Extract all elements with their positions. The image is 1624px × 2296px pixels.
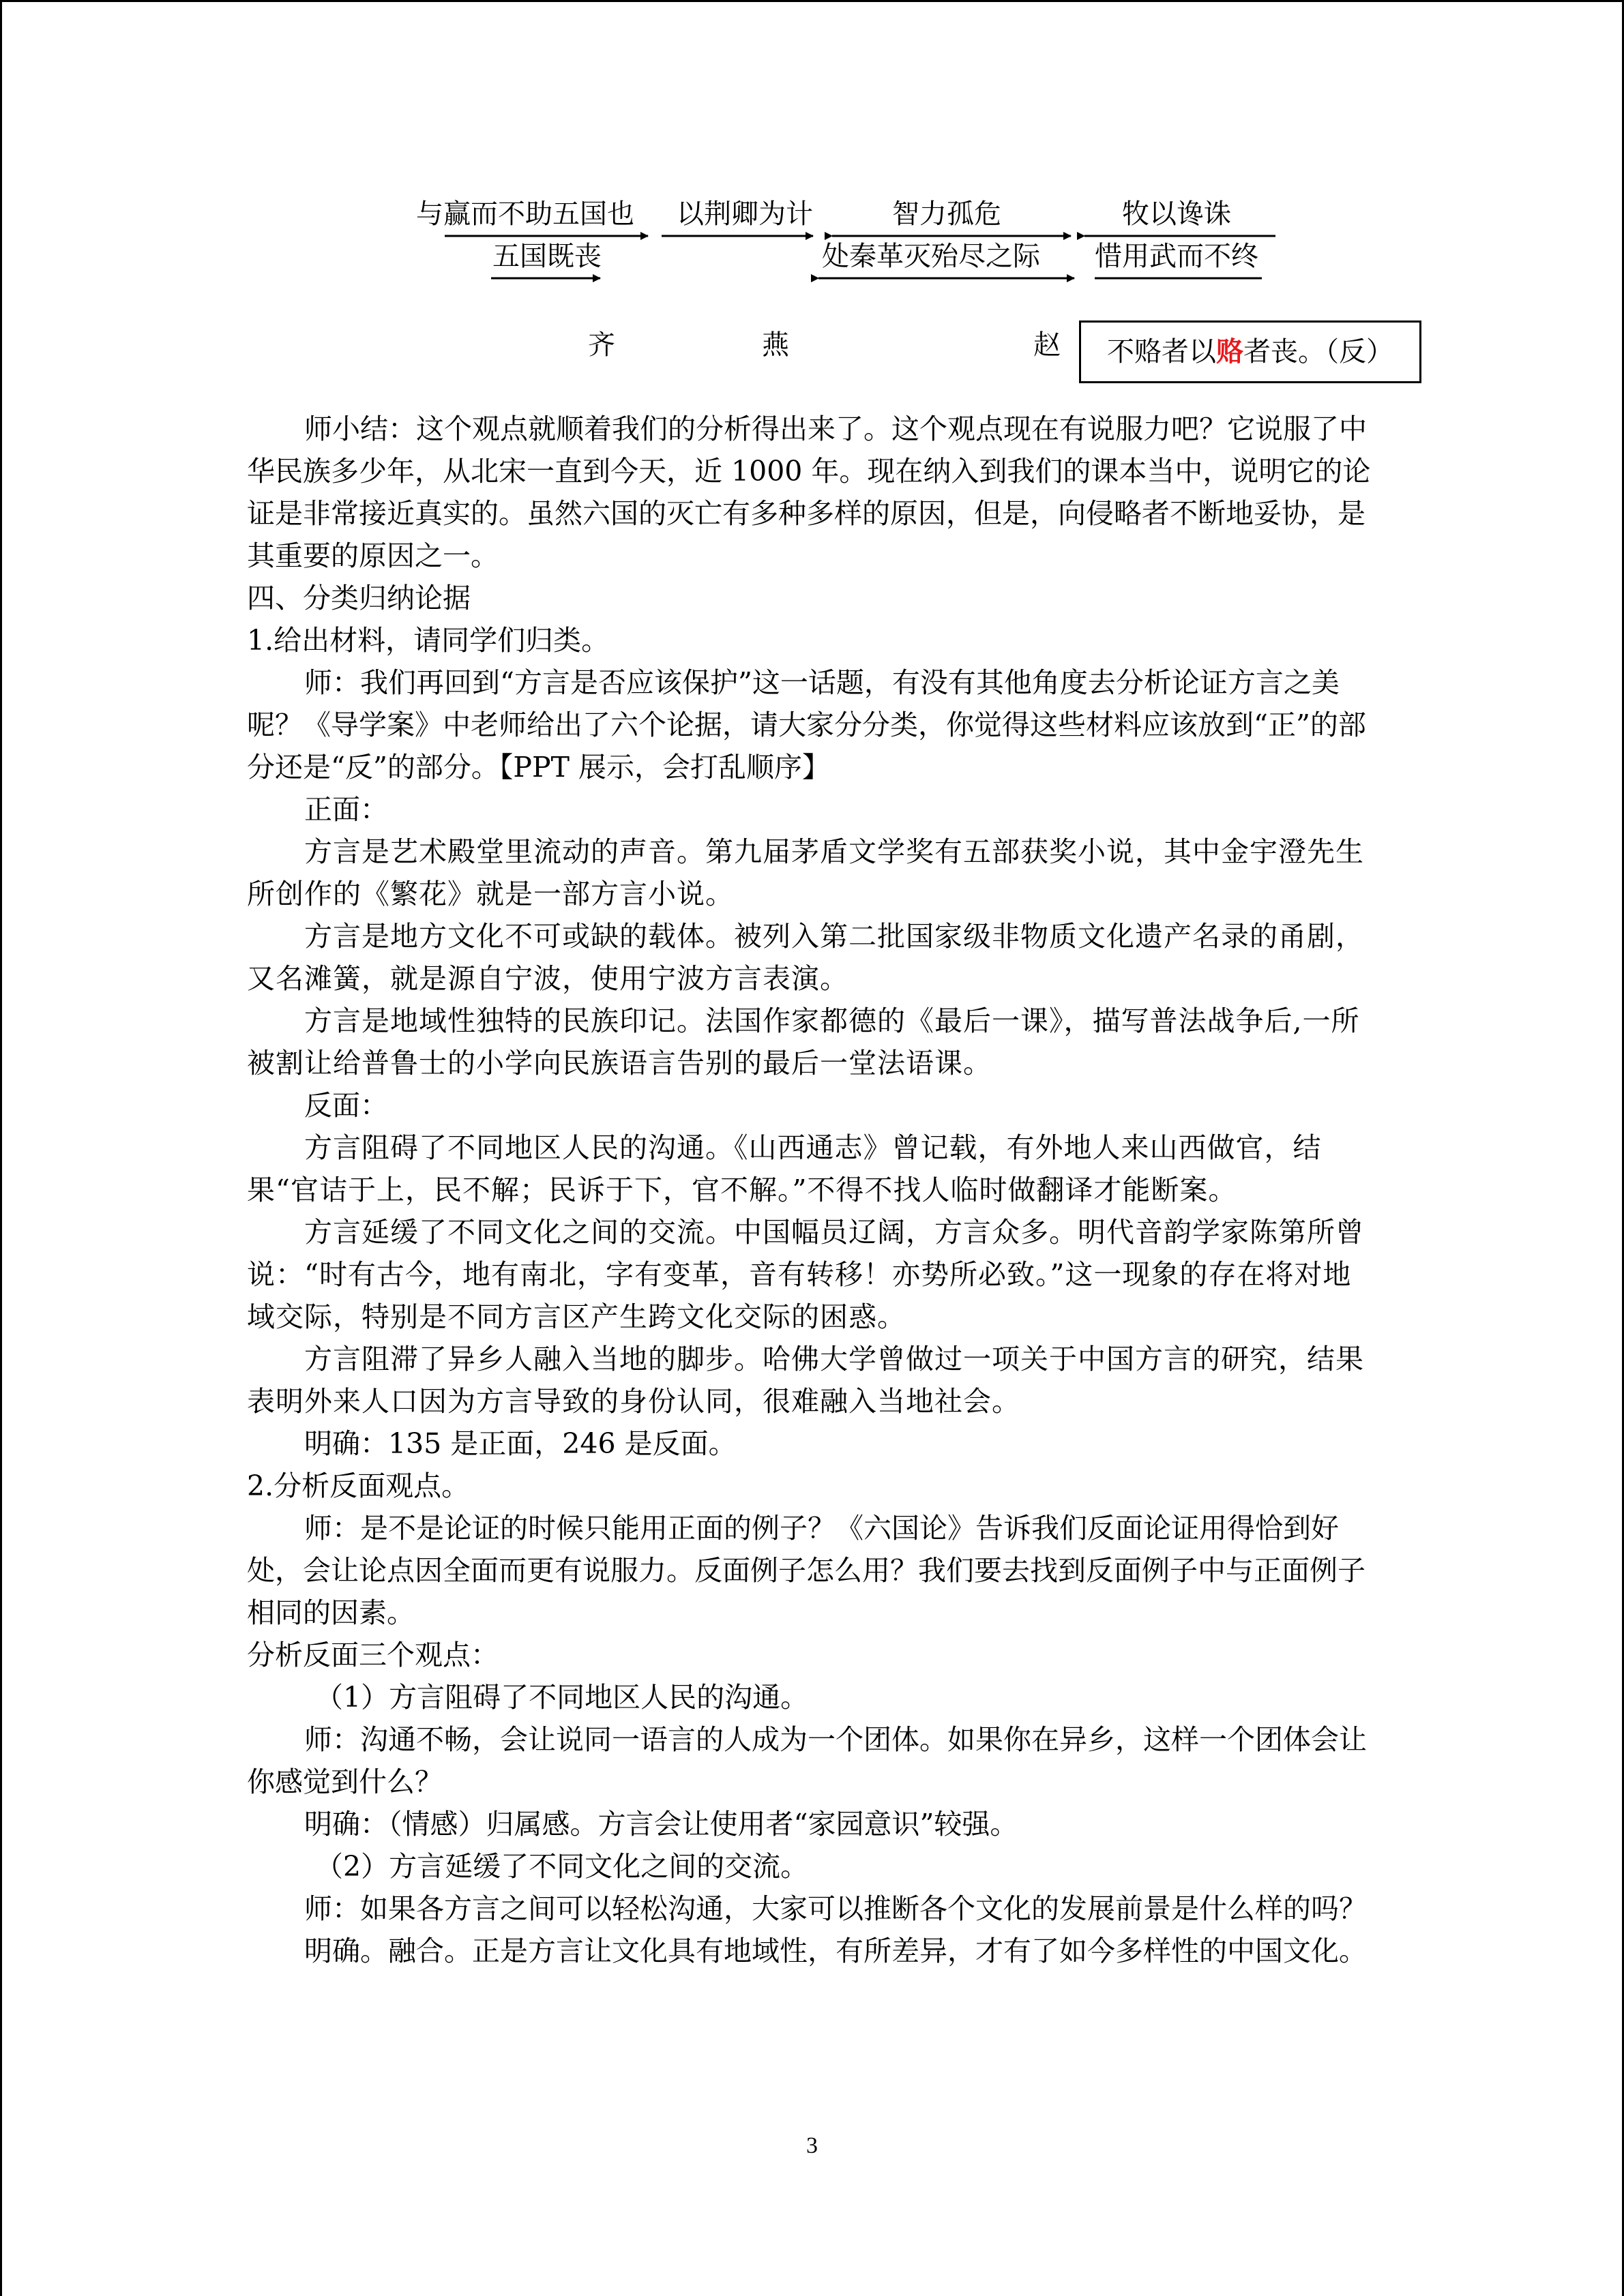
negative-item-2: 方言延缓了不同文化之间的交流。中国幅员辽阔，方言众多。明代音韵学家陈第所曾说：“时有古今，地有南北，字有变革，音有转移！亦势所必致。”这一现象的存在将对地域交际，特别是不同方言区产生跨文化交际的困惑。 bbox=[247, 1216, 1364, 1333]
state-yan: 燕 bbox=[762, 329, 789, 361]
page-border-top bbox=[0, 0, 1624, 2]
page-border-left bbox=[0, 0, 2, 2296]
teacher-question-1: 师：沟通不畅，会让说同一语言的人成为一个团体。如果你在异乡，这样一个团体会让你感觉到什么？ bbox=[247, 1723, 1367, 1798]
sub-point-1: （1）方言阻碍了不同地区人民的沟通。 bbox=[315, 1681, 809, 1714]
positive-item-1: 方言是艺术殿堂里流动的声音。第九届茅盾文学奖有五部获奖小说，其中金宇澄先生所创作的《繁花》就是一部方言小说。 bbox=[247, 835, 1364, 910]
conclusion-highlight: 赂 bbox=[1216, 336, 1243, 368]
subheading-2: 2.分析反面观点。 bbox=[247, 1470, 470, 1502]
label-bot-left: 五国既丧 bbox=[492, 241, 602, 272]
positive-title: 正面： bbox=[304, 793, 388, 826]
answer-1: 明确：（情感）归属感。方言会让使用者“家园意识”较强。 bbox=[304, 1808, 1018, 1840]
label-bot-mid: 处秦革灭殆尽之际 bbox=[822, 241, 1040, 272]
negative-title: 反面： bbox=[304, 1089, 388, 1122]
sub-point-2: （2）方言延缓了不同文化之间的交流。 bbox=[315, 1850, 809, 1883]
label-top-mid: 智力孤危 bbox=[892, 198, 1001, 230]
negative-item-1: 方言阻碍了不同地区人民的沟通。《山西通志》曾记载，有外地人来山西做官，结果“官诘于上，民不解；民诉于下，官不解。”不得不找人临时做翻译才能断案。 bbox=[247, 1131, 1322, 1206]
conclusion-text-2: 者丧。（反） bbox=[1243, 336, 1393, 368]
conclusion-box bbox=[1079, 320, 1421, 383]
positive-item-3: 方言是地域性独特的民族印记。法国作家都德的《最后一课》，描写普法战争后,一所被割让给普鲁士的小学向民族语言告别的最后一堂法语课。 bbox=[247, 1004, 1360, 1079]
clarification-1: 明确：135 是正面，246 是反面。 bbox=[304, 1427, 737, 1460]
conclusion-text-1: 不赂者以 bbox=[1107, 336, 1216, 368]
state-qi: 齐 bbox=[588, 329, 615, 361]
positive-item-2: 方言是地方文化不可或缺的载体。被列入第二批国家级非物质文化遗产名录的甬剧，又名滩簧，就是源自宁波，使用宁波方言表演。 bbox=[247, 920, 1364, 995]
analyze-heading: 分析反面三个观点： bbox=[247, 1639, 499, 1671]
label-bot-right: 惜用武而不终 bbox=[1095, 241, 1258, 272]
section-heading-4: 四、分类归纳论据 bbox=[247, 582, 471, 614]
label-top-left-1: 与赢而不助五国也 bbox=[416, 198, 634, 230]
teacher-question-materials: 师：我们再回到“方言是否应该保护”这一话题，有没有其他角度去分析论证方言之美呢？《导学案》中老师给出了六个论据，请大家分分类，你觉得这些材料应该放到“正”的部分还是“反”的部分。【PPT 展示，会打乱顺序】 bbox=[247, 666, 1366, 784]
teacher-question-2: 师：如果各方言之间可以轻松沟通，大家可以推断各个文化的发展前景是什么样的吗？ bbox=[304, 1892, 1367, 1925]
negative-item-3: 方言阻滞了异乡人融入当地的脚步。哈佛大学曾做过一项关于中国方言的研究，结果表明外来人口因为方言导致的身份认同，很难融入当地社会。 bbox=[247, 1343, 1364, 1418]
teacher-reverse-argument: 师：是不是论证的时候只能用正面的例子？《六国论》告诉我们反面论证用得恰到好处，会让论点因全面而更有说服力。反面例子怎么用？我们要去找到反面例子中与正面例子相同的因素。 bbox=[247, 1512, 1365, 1629]
label-top-right: 牧以谗诛 bbox=[1122, 198, 1231, 230]
state-zhao: 赵 bbox=[1033, 329, 1061, 361]
page-number: 3 bbox=[806, 2133, 818, 2158]
teacher-summary: 师小结：这个观点就顺着我们的分析得出来了。这个观点现在有说服力吧？它说服了中华民族多少年，从北宋一直到今天，近 1000 年。现在纳入到我们的课本当中，说明它的论证是非常接近真实的。虽然六国的灭亡有多种多样的原因，但是，向侵略者不断地妥协，是其重要的原因之一。 bbox=[247, 413, 1371, 572]
main-content bbox=[247, 408, 1379, 1972]
answer-2: 明确。融合。正是方言让文化具有地域性，有所差异，才有了如今多样性的中国文化。 bbox=[304, 1935, 1367, 1967]
subheading-1: 1.给出材料，请同学们归类。 bbox=[247, 624, 610, 657]
argument-diagram bbox=[382, 184, 1432, 409]
label-top-left-2: 以荆卿为计 bbox=[677, 198, 813, 230]
